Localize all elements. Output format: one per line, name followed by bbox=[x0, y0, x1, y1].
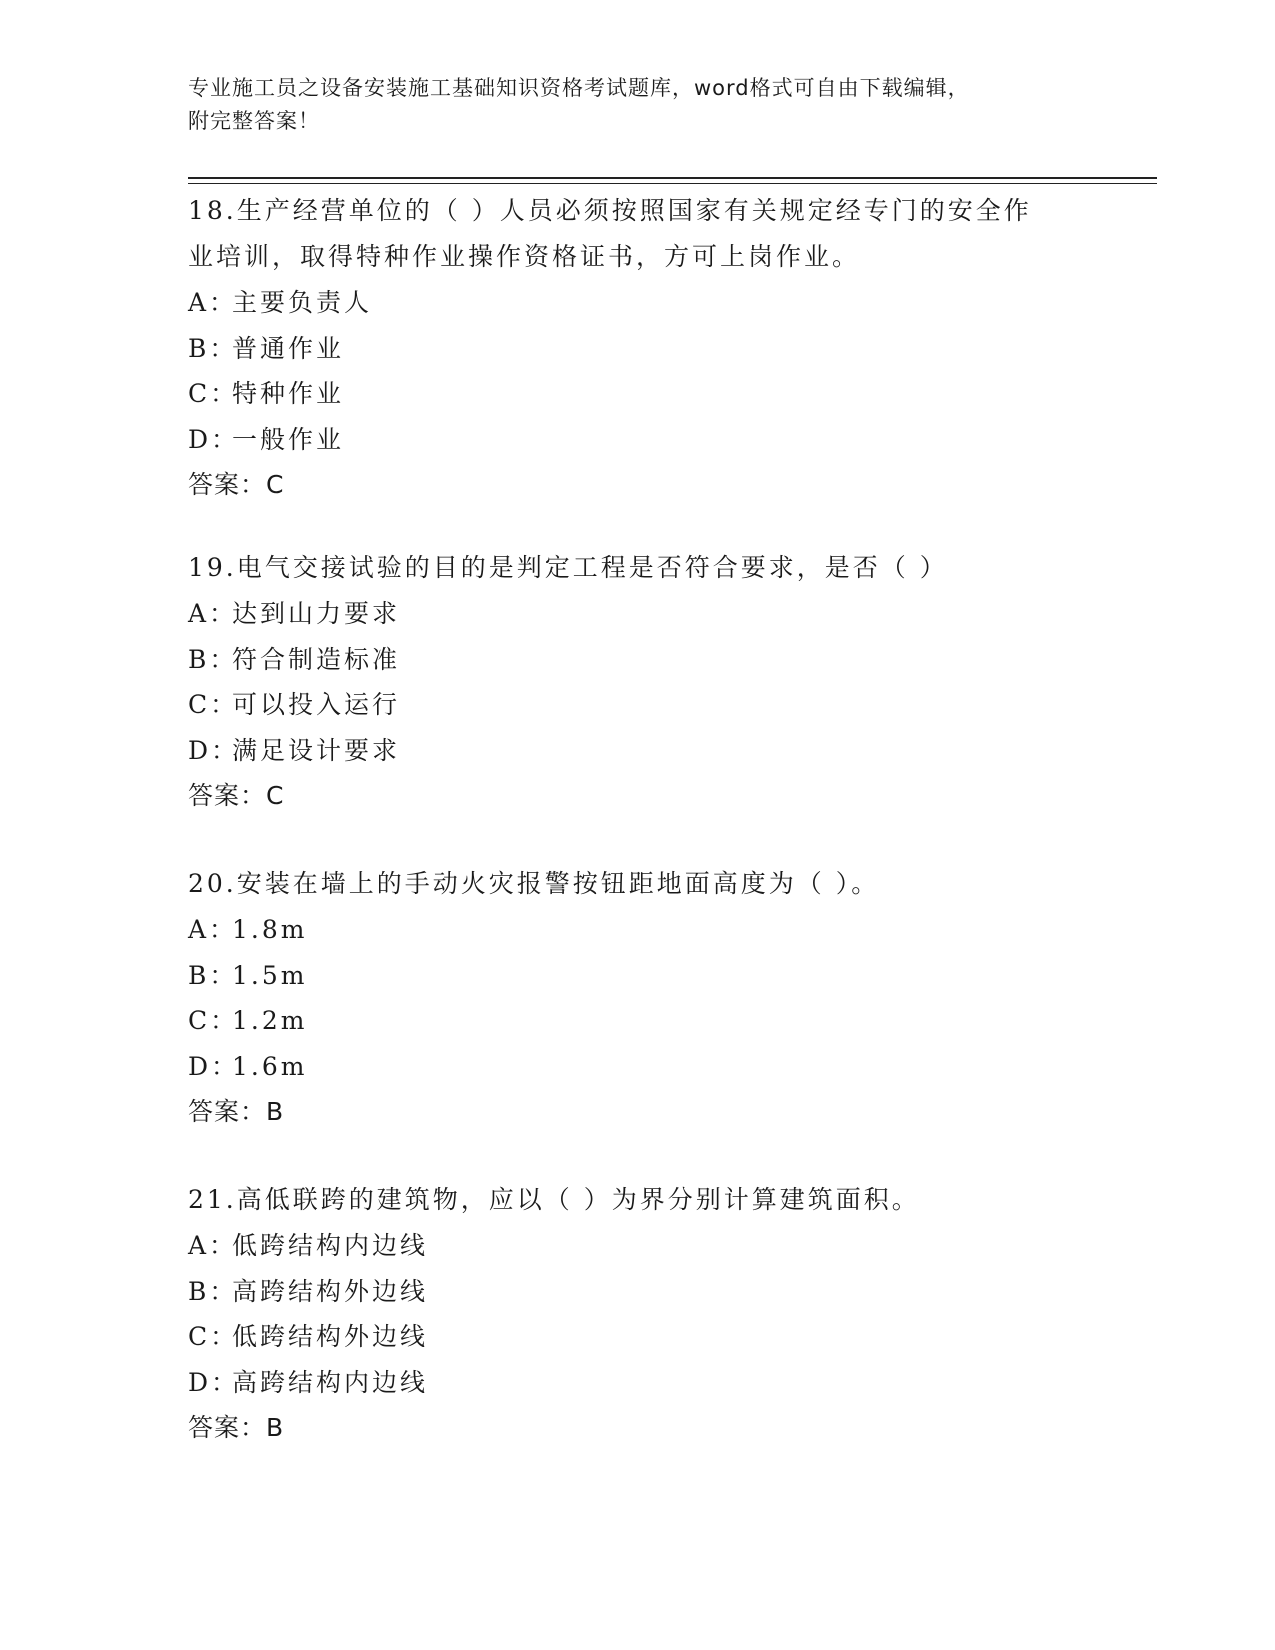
question-text bbox=[188, 861, 1088, 907]
question-line: 21.高低联跨的建筑物，应以（ ）为界分别计算建筑面积。 bbox=[188, 1185, 920, 1214]
option-d: D：满足设计要求 bbox=[188, 735, 401, 765]
question-18 bbox=[188, 188, 1088, 508]
question-line: 业培训，取得特种作业操作资格证书，方可上岗作业。 bbox=[188, 242, 861, 271]
document-header bbox=[188, 72, 1088, 138]
header-divider-thin bbox=[188, 183, 1157, 184]
question-line: 18.生产经营单位的（ ）人员必须按照国家有关规定经专门的安全作 bbox=[188, 196, 1032, 225]
option-b: B：1.5m bbox=[188, 960, 308, 990]
question-20 bbox=[188, 861, 1088, 1135]
answer: 答案：C bbox=[188, 470, 285, 499]
question-text bbox=[188, 188, 1088, 280]
question-text bbox=[188, 1177, 1088, 1223]
option-a: A：达到山力要求 bbox=[188, 599, 401, 628]
header-line-2: 附完整答案！ bbox=[188, 109, 320, 133]
question-line: 19.电气交接试验的目的是判定工程是否符合要求，是否（ ） bbox=[188, 553, 948, 582]
option-c: C：可以投入运行 bbox=[188, 690, 401, 719]
question-19 bbox=[188, 545, 1088, 819]
question-text bbox=[188, 545, 1088, 591]
question-line: 20.安装在墙上的手动火灾报警按钮距地面高度为（ ）。 bbox=[188, 869, 880, 898]
option-c: C：低跨结构外边线 bbox=[188, 1322, 429, 1351]
option-d: D：一般作业 bbox=[188, 424, 345, 454]
option-c: C：特种作业 bbox=[188, 379, 345, 408]
header-divider-thick bbox=[188, 177, 1157, 179]
option-b: B：符合制造标准 bbox=[188, 644, 401, 674]
option-d: D：1.6m bbox=[188, 1051, 308, 1081]
answer: 答案：B bbox=[188, 1097, 285, 1126]
answer: 答案：B bbox=[188, 1413, 285, 1442]
option-a: A：主要负责人 bbox=[188, 288, 373, 317]
question-21 bbox=[188, 1177, 1088, 1451]
option-d: D：高跨结构内边线 bbox=[188, 1367, 429, 1397]
header-line-1: 专业施工员之设备安装施工基础知识资格考试题库，word格式可自由下载编辑， bbox=[188, 76, 970, 100]
answer: 答案：C bbox=[188, 781, 285, 810]
option-a: A：1.8m bbox=[188, 915, 308, 944]
option-b: B：高跨结构外边线 bbox=[188, 1276, 429, 1306]
option-a: A：低跨结构内边线 bbox=[188, 1231, 429, 1260]
option-c: C：1.2m bbox=[188, 1006, 308, 1035]
option-b: B：普通作业 bbox=[188, 333, 345, 363]
